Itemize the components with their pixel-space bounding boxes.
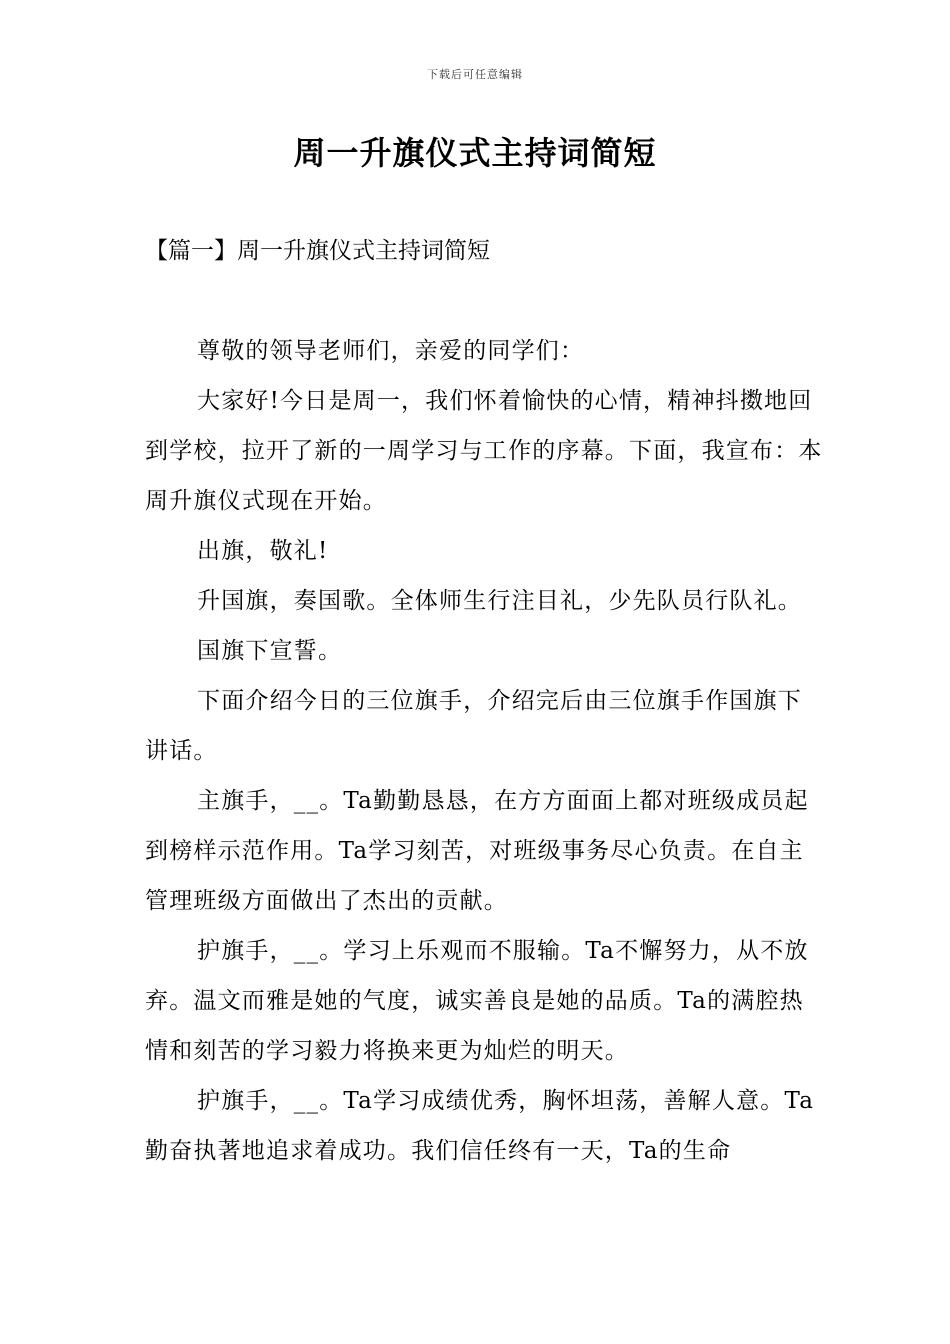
- paragraph-greeting: 尊敬的领导老师们，亲爱的同学们：: [197, 338, 585, 364]
- paragraph-anthem: 升国旗，奏国歌。全体师生行注目礼，少先队员行队礼。: [197, 588, 802, 614]
- paragraph-opening: 大家好!今日是周一，我们怀着愉快的心情，精神抖擞地回到学校，拉开了新的一周学习与工作的序幕。下面，我宣布：本周升旗仪式现在开始。: [145, 388, 823, 514]
- body-text: [145, 326, 825, 1176]
- paragraph-flag-out: 出旗，敬礼!: [197, 538, 329, 564]
- paragraph-oath: 国旗下宣誓。: [197, 638, 343, 664]
- header-note: 下载后可任意编辑: [427, 68, 523, 81]
- document-title: 周一升旗仪式主持词简短: [293, 134, 657, 172]
- paragraph-guard-two: 护旗手，__。Ta学习成绩优秀，胸怀坦荡，善解人意。Ta勤奋执著地追求着成功。我们信任终有一天，Ta的生命: [145, 1088, 815, 1164]
- paragraph-introduction: 下面介绍今日的三位旗手，介绍完后由三位旗手作国旗下讲话。: [145, 688, 802, 764]
- section-heading: 【篇一】周一升旗仪式主持词简短: [145, 238, 490, 264]
- paragraph-main-flag-bearer: 主旗手，__。Ta勤勤恳恳，在方方面面上都对班级成员起到榜样示范作用。Ta学习刻苦，对班级事务尽心负责。在自主管理班级方面做出了杰出的贡献。: [145, 788, 809, 914]
- paragraph-guard-one: 护旗手，__。学习上乐观而不服输。Ta不懈努力，从不放弃。温文而雅是她的气度，诚实善良是她的品质。Ta的满腔热情和刻苦的学习毅力将换来更为灿烂的明天。: [145, 938, 809, 1064]
